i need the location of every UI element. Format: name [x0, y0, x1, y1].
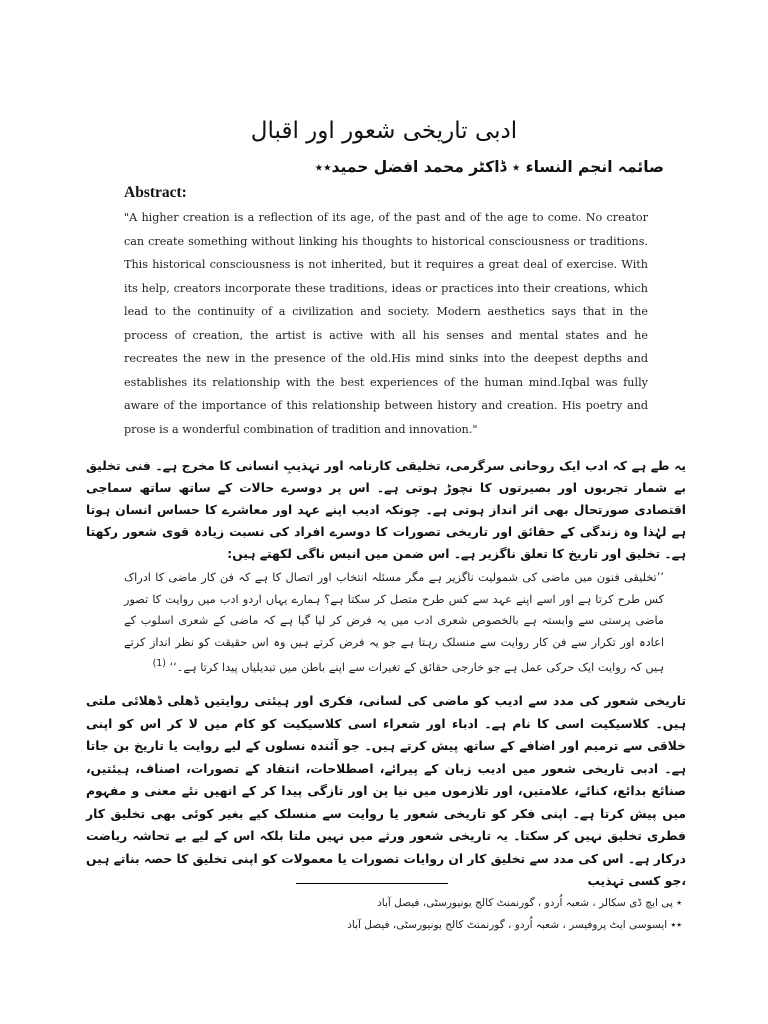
footnotes [230, 892, 682, 936]
footnote-divider [296, 883, 448, 884]
block-quote [124, 567, 664, 679]
footnote-1: ٭ پی ایچ ڈی سکالر ، شعبہ اُردو ، گورنمنٹ کالج یونیورسٹی، فیصل آباد [377, 897, 682, 909]
abstract-text: "A higher creation is a reflection of its age, of the past and of the age to come. No creator can create something without linking his thoughts to historical consciousness or traditions. This historical consciousness is not inherited, but it requires a great deal of exercise. With its help, creators incorporate these traditions, ideas or practices into their creations, which lead to the continuity of a civilization and society. Modern aesthetics says that in the process of creation, the artist is active with all his senses and mental states and he recreates the new in the presence of the old.His mind sinks into the deepest depths and establishes its relationship with the best experiences of the human mind.Iqbal was fully aware of the importance of this relationship between history and creation. His poetry and prose is a wonderful combination of tradition and innovation." [124, 211, 648, 436]
quote-reference: (1) [152, 658, 166, 670]
article-title: ادبی تاریخی شعور اور اقبال [250, 118, 518, 144]
body-paragraph-1: یہ طے ہے کہ ادب ایک روحانی سرگرمی، تخلیقی کارنامہ اور تہذیبِ انسانی کا مخرج ہے۔ فنی تخلیق بے شمار تجربوں اور بصیرتوں کا نچوڑ ہوتی ہے۔ اس پر دوسرے حالات کے ساتھ ساتھ سماجی اقتصادی صورتحال بھی اثر انداز ہوتی ہے۔ چونکہ ادیب اپنے عہد اور معاشرے کا حساس انسان ہوتا ہے لہٰذا وہ زندگی کے حقائق اور تاریخی تصورات کا دوسرے افراد کی نسبت زیادہ قوی شعور رکھتا ہے۔ تخلیق اور تاریخ کا تعلق ناگزیر ہے۔ اس ضمن میں انیس ناگی لکھتے ہیں: [86, 459, 686, 561]
abstract-heading: Abstract: [124, 184, 187, 201]
body-paragraph-2: تاریخی شعور کی مدد سے ادیب کو ماضی کی لسانی، فکری اور ہیئتی روایتیں ڈھلی ڈھلائی ملتی ہیں۔ کلاسیکیت اسی کا نام ہے۔ ادباء اور شعراء اسی کلاسیکیت کو کام میں لا کر اس کو اپنی خلاقی سے ترمیم اور اضافے کے ساتھ پیش کرتے ہیں۔ جو آئندہ نسلوں کے لیے روایت یا تاریخ بن جاتا ہے۔ ادبی تاریخی شعور میں ادیب زبان کے پیرائے، اصطلاحات، انتقاد کے تصورات، اصناف، ہیئتیں، صنائع بدائع، کنائے، علامتیں، اور تلازموں میں نیا پن اور تازگی پیدا کر کے انھیں نئے معنی و مفہوم میں پیش کرتا ہے۔ اپنی فکر کو تاریخی شعور یا روایت سے منسلک کیے بغیر کوئی بھی تخلیق کار فطری تخلیق نہیں کر سکتا۔ یہ تاریخی شعور ورثے میں نہیں ملتا بلکہ اس کے لیے بے تحاشہ ریاضت درکار ہے۔ اس کی مدد سے تخلیق کار ان روایات تصورات یا معمولات کو اپنی تخلیق کا حصہ بناتے ہیں ،جو کسی تہذیب [86, 694, 686, 888]
quote-text: ’’تخلیقی فنون میں ماضی کی شمولیت ناگزیر ہے مگر مسئلہ انتخاب اور اتصال کا ہے کہ فن کار ماضی کا ادراک کس طرح کرتا ہے اور اسے اپنے عہد سے کس طرح متصل کر سکتا ہے؟ ہمارے یہاں اردو ادب میں روایت کا تصور ماضی پرستی سے وابستہ ہے بالخصوص شعری ادب میں یہ فرض کر لیا گیا ہے کہ ماضی کے شعری اسلوب کے اعادہ اور تکرار سے فن کار روایت سے منسلک رہتا ہے جو یہ فرض کرتے ہیں وہ اس حقیقت کو نظر انداز کرتے ہیں کہ روایت ایک حرکی عمل ہے جو خارجی حقائق کے تغیرات سے اپنے باطن میں تبدیلیاں پیدا کرتا ہے۔‘‘ [124, 571, 664, 675]
footnote-2: ٭٭ ایسوسی ایٹ پروفیسر ، شعبہ اُردو ، گورنمنٹ کالج یونیورسٹی، فیصل آباد [347, 919, 682, 931]
author-line: صائمہ انجم النساء ٭ ڈاکٹر محمد افضل حمید٭٭ [314, 158, 664, 176]
